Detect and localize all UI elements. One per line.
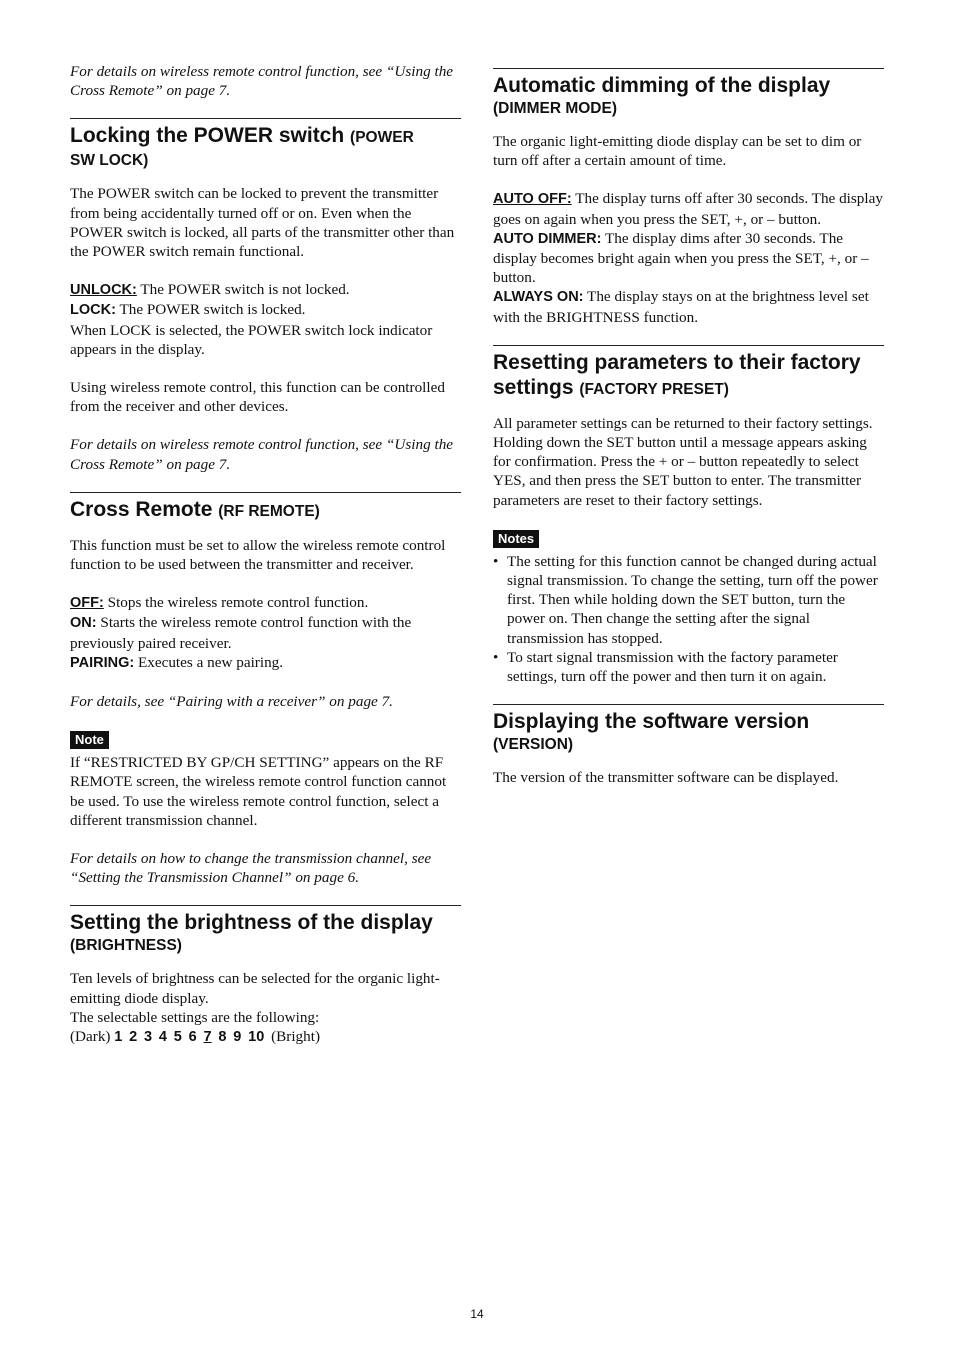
option-term: AUTO DIMMER: bbox=[493, 230, 602, 247]
paragraph: When LOCK is selected, the POWER switch lock indicator appears in the display. bbox=[70, 321, 433, 358]
note-item: • To start signal transmission with the factory parameter settings, turn off the power and then turn it on again. bbox=[493, 648, 884, 686]
paragraph: The organic light-emitting diode display can be set to dim or turn off after a certain amount of time. bbox=[493, 133, 862, 170]
paragraph: The POWER switch can be locked to prevent the transmitter from being accidentally turned off or on. Even when the POWER switch is locked, all parts of the transmitter other than the POWER switch remain functional. bbox=[70, 185, 455, 261]
section-title: Setting the brightness of the display bbox=[70, 911, 433, 935]
option-pairing bbox=[70, 653, 461, 673]
option-term: PAIRING: bbox=[70, 654, 135, 671]
paragraph: The version of the transmitter software can be displayed. bbox=[493, 769, 839, 787]
brightness-level: 1 bbox=[114, 1029, 123, 1046]
section-code: (FACTORY PRESET) bbox=[579, 380, 729, 398]
option-on bbox=[70, 613, 461, 652]
section-code-continued: SW LOCK) bbox=[70, 152, 149, 170]
note-badge: Note bbox=[70, 731, 109, 749]
paragraph: All parameter settings can be returned to their factory settings. bbox=[493, 414, 873, 432]
section-power-lock bbox=[70, 118, 461, 473]
page-number: 14 bbox=[470, 1307, 484, 1321]
reference: For details on wireless remote control function, see “Using the Cross Remote” on page 7. bbox=[70, 436, 454, 473]
note-item: • The setting for this function cannot be changed during actual signal transmission. To change the setting, turn off the power first. Then while holding down the SET button, turn the power on. Then change the setting after the signal transmission has stopped. bbox=[493, 552, 884, 648]
option-desc: The POWER switch is not locked. bbox=[136, 281, 350, 299]
note-text: If “RESTRICTED BY GP/CH SETTING” appears on the RF REMOTE screen, the wireless remote control function cannot be used. To use the wireless remote control function, select a different transmission channel. bbox=[70, 754, 447, 829]
option-term: ON: bbox=[70, 615, 97, 632]
section-heading bbox=[70, 123, 461, 150]
brightness-level: 8 bbox=[218, 1029, 227, 1046]
section-brightness bbox=[70, 905, 461, 1047]
option-term: OFF: bbox=[70, 595, 104, 612]
paragraph: This function must be set to allow the wireless remote control function to be used between the transmitter and receiver. bbox=[70, 536, 446, 574]
paragraph: The selectable settings are the following: bbox=[70, 1008, 320, 1026]
brightness-scale bbox=[70, 1027, 461, 1047]
section-title-continued: settings bbox=[493, 375, 574, 399]
section-heading bbox=[70, 497, 461, 524]
section-heading-line2 bbox=[493, 375, 884, 402]
section-code: (VERSION) bbox=[493, 736, 574, 754]
brightness-level: 10 bbox=[248, 1029, 265, 1046]
brightness-level: 3 bbox=[144, 1029, 153, 1046]
notes-badge: Notes bbox=[493, 530, 539, 548]
section-title: Locking the POWER switch bbox=[70, 124, 345, 148]
section-factory bbox=[493, 345, 884, 686]
paragraph: Holding down the SET button until a message appears asking for confirmation. Press the + or – button repeatedly to select YES, and then press the SET button to enter. The transmitter parameters are reset to their factory settings. bbox=[493, 434, 867, 509]
brightness-level: 2 bbox=[129, 1029, 138, 1046]
option-term: LOCK: bbox=[70, 302, 116, 319]
option-term: UNLOCK: bbox=[70, 282, 137, 299]
option-desc: The POWER switch is locked. bbox=[115, 301, 306, 319]
section-version bbox=[493, 704, 884, 787]
brightness-level: 5 bbox=[173, 1029, 182, 1046]
brightness-level-default: 7 bbox=[203, 1029, 212, 1046]
option-desc: The display stays on at the brightness level set with the BRIGHTNESS function. bbox=[493, 288, 869, 326]
section-dimmer bbox=[493, 68, 884, 327]
reference: For details on how to change the transmission channel, see “Setting the Transmission Channel” on page 6. bbox=[70, 850, 432, 887]
section-cross-remote bbox=[70, 492, 461, 888]
intro-reference: For details on wireless remote control function, see “Using the Cross Remote” on page 7. bbox=[70, 63, 454, 100]
brightness-level: 6 bbox=[188, 1029, 197, 1046]
brightness-level: 9 bbox=[233, 1029, 242, 1046]
section-code: (POWER bbox=[350, 129, 414, 147]
paragraph: Using wireless remote control, this function can be controlled from the receiver and other devices. bbox=[70, 379, 445, 416]
brightness-level: 4 bbox=[158, 1029, 167, 1046]
section-code: (RF REMOTE) bbox=[218, 502, 320, 520]
option-desc: Stops the wireless remote control function. bbox=[103, 594, 369, 612]
section-title: Displaying the software version bbox=[493, 710, 810, 734]
section-code: (BRIGHTNESS) bbox=[70, 937, 182, 955]
section-title: Resetting parameters to their factory bbox=[493, 350, 861, 374]
option-term: ALWAYS ON: bbox=[493, 289, 584, 306]
scale-bright-label: (Bright) bbox=[271, 1028, 321, 1046]
left-column bbox=[70, 62, 461, 1047]
section-title: Automatic dimming of the display bbox=[493, 74, 831, 97]
option-always-on bbox=[493, 287, 884, 326]
option-term: AUTO OFF: bbox=[493, 191, 572, 208]
option-desc: The display turns off after 30 seconds. The display goes on again when you press the SET, +, or – button. bbox=[493, 190, 883, 228]
option-desc: Starts the wireless remote control function with the previously paired receiver. bbox=[70, 614, 412, 652]
option-auto-dimmer bbox=[493, 229, 884, 288]
section-code: (DIMMER MODE) bbox=[493, 100, 617, 117]
option-lock bbox=[70, 300, 461, 320]
option-off bbox=[70, 593, 461, 613]
paragraph: Ten levels of brightness can be selected for the organic light-emitting diode display. bbox=[70, 970, 440, 1007]
option-desc: Executes a new pairing. bbox=[134, 653, 284, 671]
reference: For details, see “Pairing with a receiver” on page 7. bbox=[70, 693, 393, 711]
right-column bbox=[493, 62, 884, 787]
option-auto-off bbox=[493, 189, 884, 228]
option-unlock bbox=[70, 280, 461, 300]
option-desc: The display dims after 30 seconds. The display becomes bright again when you press the SET, +, or – button. bbox=[493, 229, 869, 287]
scale-dark-label: (Dark) bbox=[70, 1028, 111, 1046]
section-title: Cross Remote bbox=[70, 497, 213, 521]
